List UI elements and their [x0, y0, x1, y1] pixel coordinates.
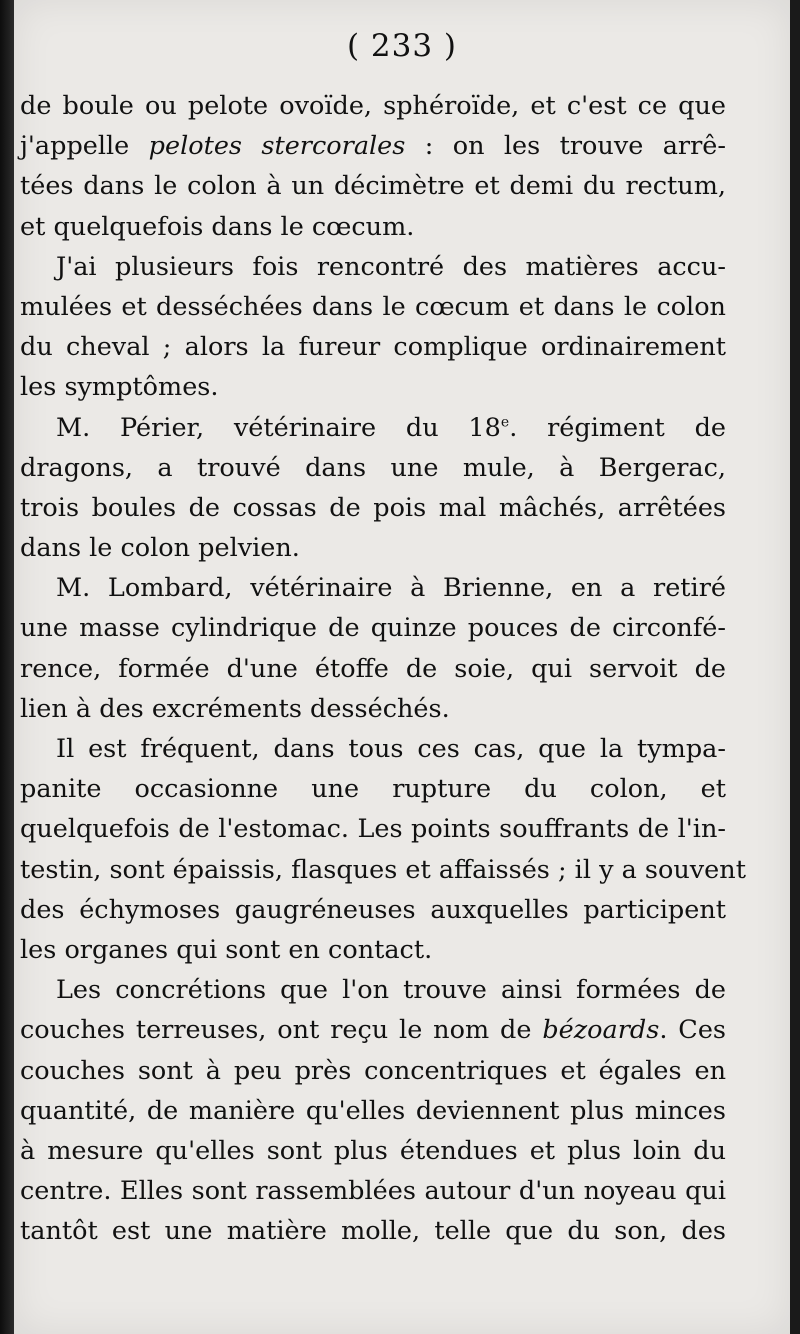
text-line: centre. Elles sont rassemblées autour d'un noyeau qui — [20, 1176, 726, 1207]
italic-term: pelotes stercorales — [148, 131, 406, 162]
text-run: . régiment de — [509, 412, 727, 443]
text-line: dans le colon pelvien. — [20, 533, 300, 564]
text-line: les organes qui sont en contact. — [20, 934, 433, 965]
text-line: une masse cylindrique de quinze pouces de circonfé- — [20, 613, 726, 644]
text-line — [20, 1010, 726, 1050]
text-run: j'appelle — [20, 131, 149, 162]
text-line: M. Lombard, vétérinaire à Brienne, en a retiré — [56, 573, 726, 604]
text-line: tantôt est une matière molle, telle que du son, des — [20, 1216, 726, 1247]
text-line: testin, sont épaissis, flasques et affaissés ; il y a souvent — [20, 854, 746, 885]
text-line — [20, 408, 726, 448]
text-line: dragons, a trouvé dans une mule, à Bergerac, — [20, 452, 726, 483]
text-line: quantité, de manière qu'elles deviennent plus minces — [20, 1095, 726, 1126]
text-line: de boule ou pelote ovoïde, sphéroïde, et c'est ce que — [20, 91, 726, 121]
book-page — [14, 0, 790, 1334]
text-line: lien à des excréments desséchés. — [20, 693, 450, 724]
scan-edge-shadow — [0, 0, 14, 1334]
text-line: mulées et desséchées dans le cœcum et dans le colon — [20, 291, 726, 322]
text-line: à mesure qu'elles sont plus étendues et plus loin du — [20, 1135, 726, 1166]
text-line: et quelquefois dans le cœcum. — [20, 211, 415, 242]
text-line: Il est fréquent, dans tous ces cas, que la tympa- — [56, 734, 726, 764]
text-line: du cheval ; alors la fureur complique ordinairement — [20, 332, 726, 363]
text-line: quelquefois de l'estomac. Les points souffrants de l'in- — [20, 814, 726, 845]
text-run: M. Périer, vétérinaire du 18 — [56, 412, 501, 443]
italic-term: bézoards — [542, 1015, 660, 1046]
text-line: couches sont à peu près concentriques et égales en — [20, 1055, 726, 1086]
text-line: des échymoses gaugréneuses auxquelles participent — [20, 894, 726, 925]
text-line: trois boules de cossas de pois mal mâchés, arrêtées — [20, 492, 726, 523]
text-line: J'ai plusieurs fois rencontré des matières accu- — [56, 251, 726, 282]
text-run: couches terreuses, ont reçu le nom de — [20, 1015, 543, 1046]
body-text — [20, 86, 746, 1251]
text-line: tées dans le colon à un décimètre et demi du rectum, — [20, 171, 726, 202]
text-run: . Ces — [659, 1015, 726, 1046]
text-line: Les concrétions que l'on trouve ainsi formées de — [56, 975, 726, 1006]
text-line: rence, formée d'une étoffe de soie, qui servoit de — [20, 653, 726, 684]
ordinal-superscript: e — [500, 414, 510, 430]
text-line: les symptômes. — [20, 372, 219, 403]
text-line: panite occasionne une rupture du colon, et — [20, 774, 726, 805]
page-number: ( 233 ) — [346, 28, 458, 64]
text-run: : on les trouve arrê- — [405, 131, 726, 162]
text-line — [20, 126, 726, 166]
